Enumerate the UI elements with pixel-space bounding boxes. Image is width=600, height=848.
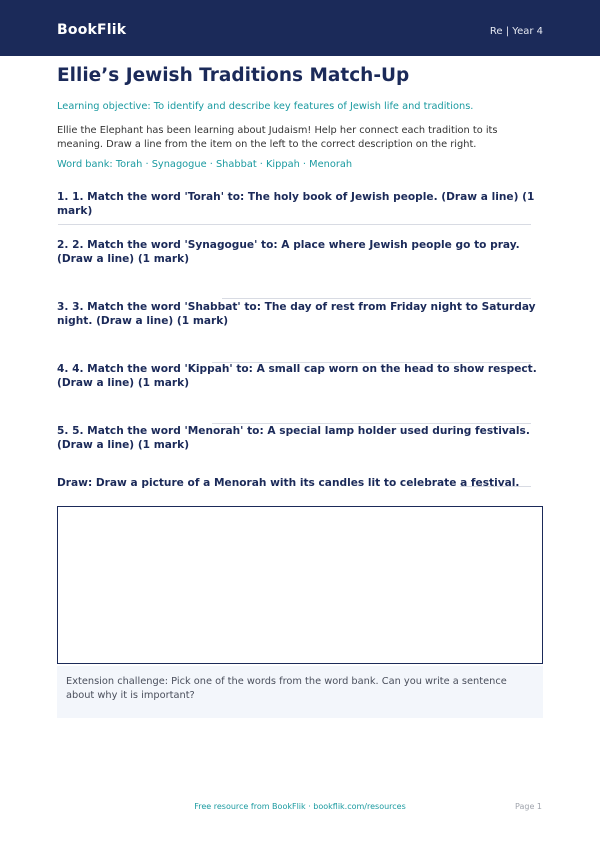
- question-5: 5. 5. Match the word 'Menorah' to: A special lamp holder used during festivals. (Draw a line) (1 mark): [57, 425, 530, 451]
- question-3: 3. 3. Match the word 'Shabbat' to: The day of rest from Friday night to Saturday night. (Draw a line) (1 mark): [57, 301, 536, 327]
- question-4: 4. 4. Match the word 'Kippah' to: A small cap worn on the head to show respect. (Draw a line) (1 mark): [57, 363, 537, 389]
- brand-logo-text: BookFlik: [57, 22, 127, 38]
- page-title: Ellie’s Jewish Traditions Match-Up: [57, 65, 410, 86]
- extension-challenge: [57, 666, 543, 718]
- header-bar: [0, 0, 600, 56]
- answer-line-1[interactable]: [58, 224, 531, 225]
- answer-line-draw[interactable]: [460, 486, 531, 487]
- extension-text: Extension challenge: Pick one of the words from the word bank. Can you write a sentence about why it is important?: [66, 676, 507, 701]
- learning-objective: Learning objective: To identify and describe key features of Jewish life and traditions.: [57, 101, 474, 112]
- footer-link[interactable]: Free resource from BookFlik · bookflik.com/resources: [194, 802, 406, 811]
- question-1: 1. 1. Match the word 'Torah' to: The holy book of Jewish people. (Draw a line) (1 mark): [57, 191, 535, 217]
- answer-line-2[interactable]: [222, 298, 531, 299]
- intro-text: Ellie the Elephant has been learning about Judaism! Help her connect each tradition to its meaning. Draw a line from the item on the left to the correct description on the right.: [57, 125, 498, 150]
- subject-year-label: Re | Year 4: [489, 26, 543, 37]
- draw-task: Draw: Draw a picture of a Menorah with its candles lit to celebrate a festival.: [57, 477, 520, 489]
- word-bank: Word bank: Torah · Synagogue · Shabbat · Kippah · Menorah: [57, 159, 353, 170]
- page-number: Page 1: [515, 802, 542, 811]
- drawing-box[interactable]: [57, 506, 543, 664]
- question-2: 2. 2. Match the word 'Synagogue' to: A place where Jewish people go to pray. (Draw a line) (1 mark): [57, 239, 520, 265]
